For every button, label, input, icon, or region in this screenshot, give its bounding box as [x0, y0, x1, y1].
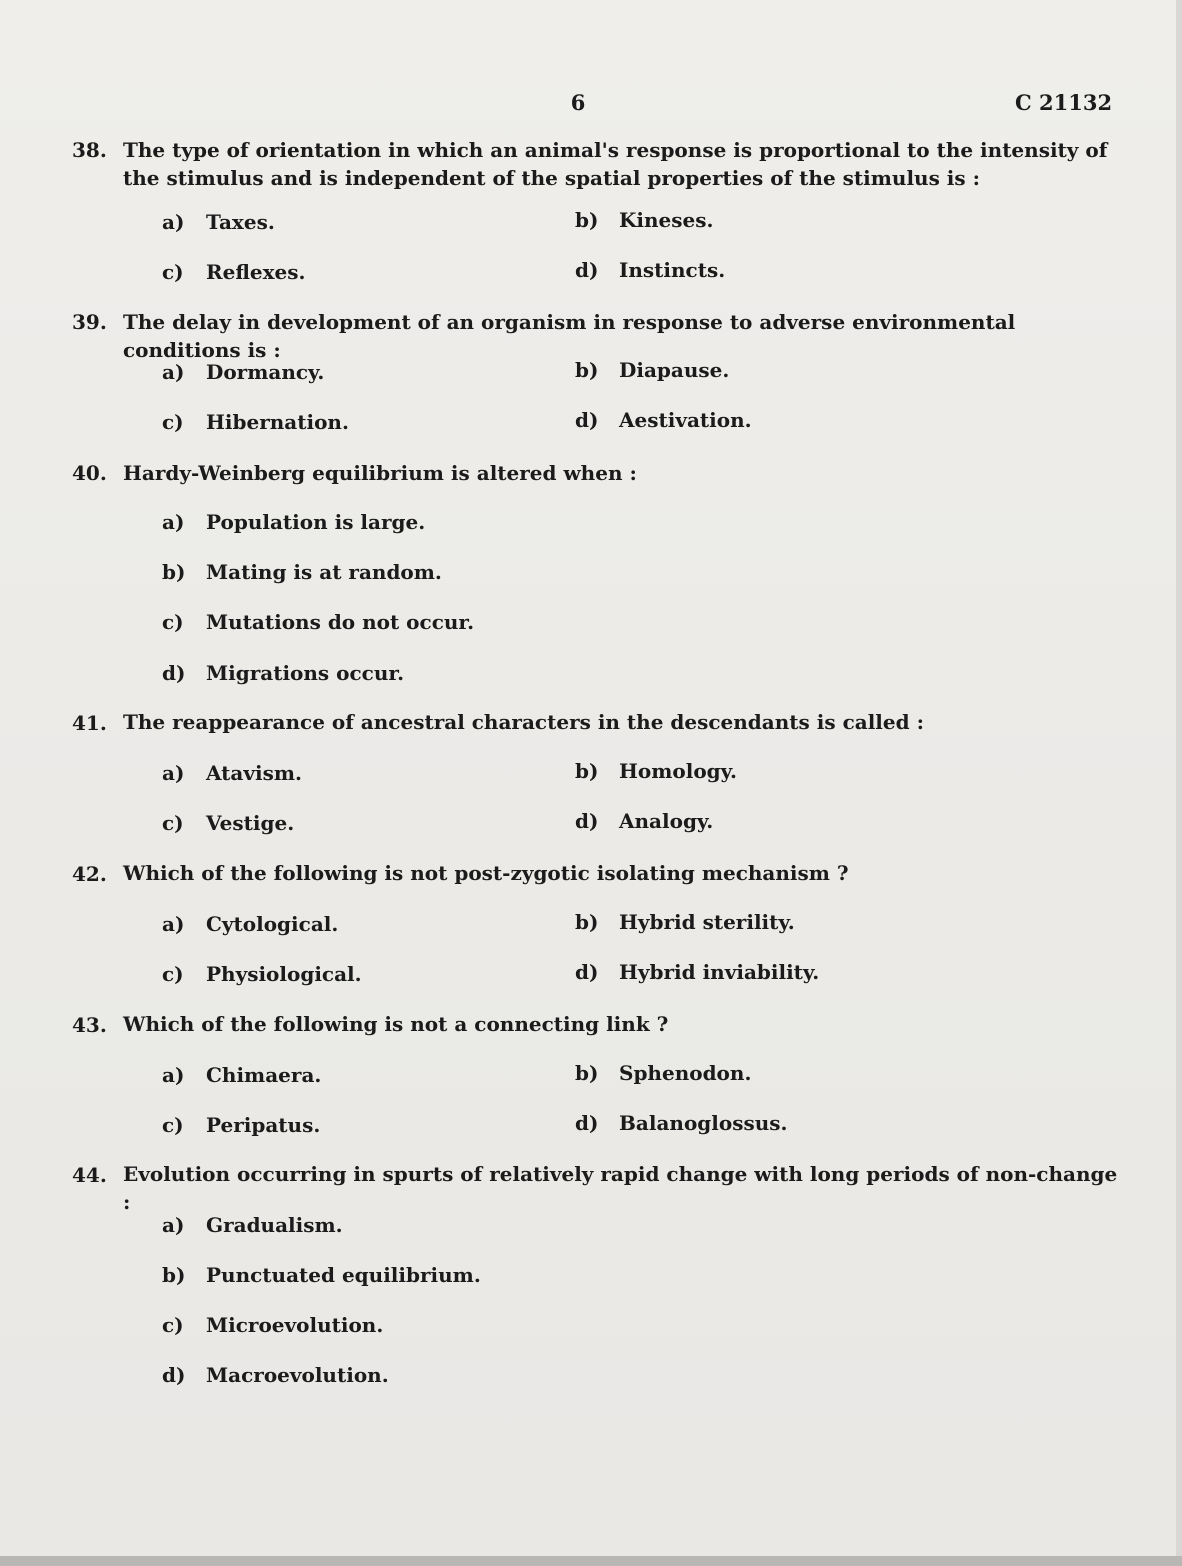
option-letter: d) — [575, 809, 599, 833]
paper-right-edge — [1176, 0, 1182, 1566]
option-text: Mutations do not occur. — [206, 610, 475, 634]
option-text: Peripatus. — [206, 1113, 321, 1137]
option-letter: a) — [162, 1063, 185, 1087]
option-letter: c) — [162, 962, 184, 986]
option-text: Hybrid inviability. — [619, 960, 820, 984]
option-b — [575, 759, 737, 783]
question-text: The delay in development of an organism in response to adverse environmental conditions is : — [123, 310, 1016, 362]
option-text: Instincts. — [619, 258, 726, 282]
option-letter: c) — [162, 1313, 184, 1337]
option-text: Population is large. — [206, 510, 426, 534]
option-text: Diapause. — [619, 358, 730, 382]
option-b — [162, 560, 442, 584]
paper-code: C 21132 — [1015, 90, 1113, 115]
option-text: Physiological. — [206, 962, 362, 986]
option-a — [162, 912, 338, 936]
question-number: 42. — [72, 862, 107, 886]
question-text: Which of the following is not post-zygotic isolating mechanism ? — [123, 861, 849, 885]
option-letter: b) — [162, 560, 186, 584]
option-d — [575, 809, 713, 833]
question-text: Evolution occurring in spurts of relatively rapid change with long periods of non-change : — [123, 1162, 1118, 1214]
option-letter: d) — [575, 258, 599, 282]
option-a — [162, 510, 425, 534]
option-d — [162, 661, 404, 685]
option-a — [162, 210, 275, 234]
option-letter: b) — [162, 1263, 186, 1287]
option-d — [575, 960, 819, 984]
option-letter: b) — [575, 910, 599, 934]
option-letter: d) — [575, 1111, 599, 1135]
option-letter: b) — [575, 358, 599, 382]
option-d — [575, 258, 725, 282]
option-letter: c) — [162, 260, 184, 284]
option-letter: a) — [162, 912, 185, 936]
option-b — [575, 358, 729, 382]
option-letter: d) — [162, 661, 186, 685]
option-text: Gradualism. — [206, 1213, 343, 1237]
option-text: Hybrid sterility. — [619, 910, 795, 934]
option-letter: c) — [162, 410, 184, 434]
option-text: Mating is at random. — [206, 560, 442, 584]
option-c — [162, 260, 305, 284]
question-number: 43. — [72, 1013, 107, 1037]
option-c — [162, 1113, 320, 1137]
option-c — [162, 811, 294, 835]
option-text: Macroevolution. — [206, 1363, 389, 1387]
option-a — [162, 1063, 321, 1087]
paper-bottom-edge — [0, 1556, 1182, 1566]
question-text: The reappearance of ancestral characters in the descendants is called : — [123, 710, 924, 734]
question-number: 44. — [72, 1163, 107, 1187]
option-b — [575, 208, 713, 232]
option-letter: d) — [575, 960, 599, 984]
question-number: 40. — [72, 461, 107, 485]
option-text: Reflexes. — [206, 260, 306, 284]
option-letter: a) — [162, 510, 185, 534]
question-number: 39. — [72, 310, 107, 334]
option-text: Punctuated equilibrium. — [206, 1263, 481, 1287]
option-letter: a) — [162, 210, 185, 234]
option-letter: c) — [162, 610, 184, 634]
option-text: Atavism. — [206, 761, 302, 785]
option-c — [162, 962, 362, 986]
option-letter: c) — [162, 1113, 184, 1137]
question-text: Hardy-Weinberg equilibrium is altered when : — [123, 461, 637, 485]
option-text: Kineses. — [619, 208, 714, 232]
option-text: Migrations occur. — [206, 661, 405, 685]
option-text: Sphenodon. — [619, 1061, 752, 1085]
option-a — [162, 1213, 343, 1237]
option-text: Cytological. — [206, 912, 339, 936]
option-letter: a) — [162, 761, 185, 785]
option-letter: a) — [162, 360, 185, 384]
option-letter: b) — [575, 208, 599, 232]
option-text: Dormancy. — [206, 360, 325, 384]
option-d — [162, 1363, 389, 1387]
option-d — [575, 1111, 788, 1135]
question-number: 41. — [72, 711, 107, 735]
option-text: Taxes. — [206, 210, 275, 234]
option-text: Hibernation. — [206, 410, 349, 434]
option-text: Homology. — [619, 759, 737, 783]
option-letter: c) — [162, 811, 184, 835]
option-a — [162, 360, 324, 384]
option-text: Chimaera. — [206, 1063, 322, 1087]
option-b — [575, 910, 795, 934]
option-letter: b) — [575, 1061, 599, 1085]
question-text: The type of orientation in which an animal's response is proportional to the intensity of the stimulus and is independent of the spatial properties of the stimulus is : — [123, 138, 1108, 190]
option-text: Vestige. — [206, 811, 295, 835]
option-letter: b) — [575, 759, 599, 783]
option-text: Microevolution. — [206, 1313, 384, 1337]
option-c — [162, 1313, 383, 1337]
option-letter: a) — [162, 1213, 185, 1237]
option-d — [575, 408, 752, 432]
question-text: Which of the following is not a connecting link ? — [123, 1012, 669, 1036]
option-text: Aestivation. — [619, 408, 752, 432]
option-a — [162, 761, 302, 785]
option-b — [162, 1263, 481, 1287]
page-number: 6 — [570, 90, 586, 115]
option-c — [162, 610, 474, 634]
option-text: Analogy. — [619, 809, 714, 833]
option-c — [162, 410, 349, 434]
question-number: 38. — [72, 138, 107, 162]
option-text: Balanoglossus. — [619, 1111, 788, 1135]
option-letter: d) — [575, 408, 599, 432]
option-letter: d) — [162, 1363, 186, 1387]
option-b — [575, 1061, 751, 1085]
